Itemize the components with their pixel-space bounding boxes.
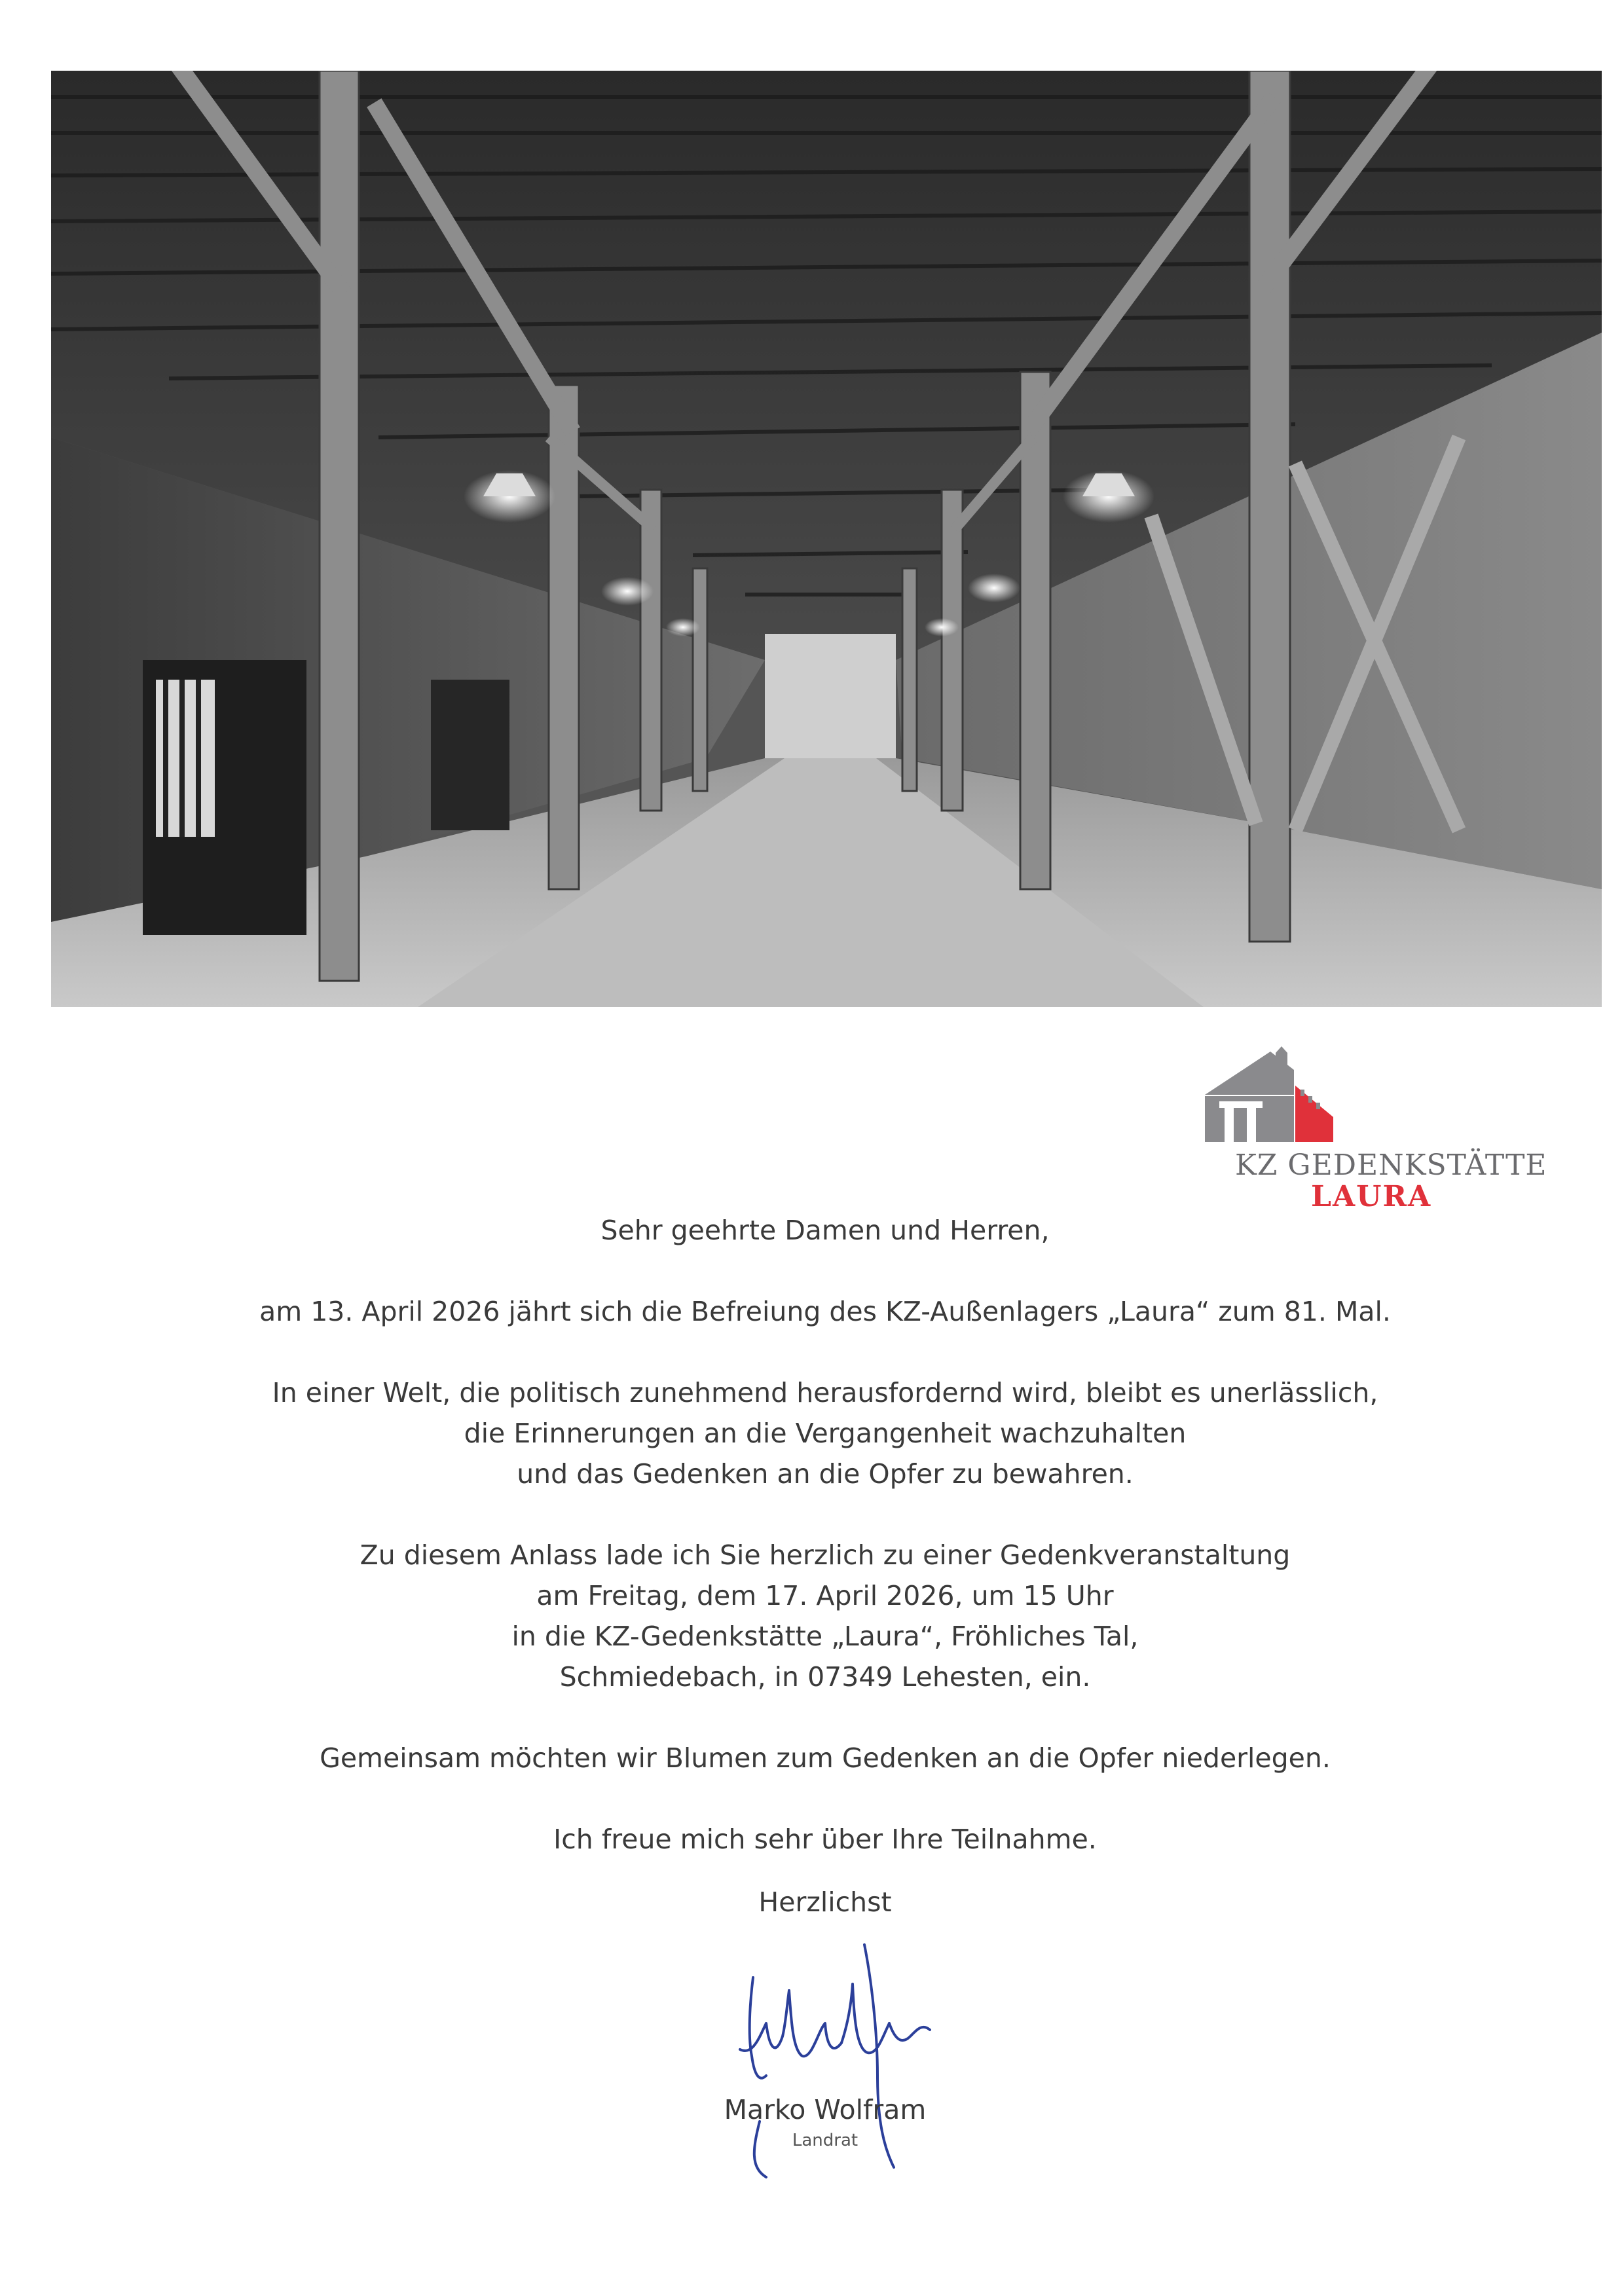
signer-name: Marko Wolfram: [724, 2094, 927, 2125]
logo-text-line1: KZ GEDENKSTÄTTE: [1235, 1148, 1547, 1182]
paragraph-line: Schmiedebach, in 07349 Lehesten, ein.: [559, 1661, 1091, 1693]
paragraph-line: in die KZ-Gedenkstätte „Laura“, Fröhliches Tal,: [511, 1621, 1139, 1652]
logo-text-line2: LAURA: [1311, 1180, 1432, 1213]
barracks-interior-photo: [51, 71, 1602, 1007]
letter-body: [131, 1210, 1519, 1922]
paragraph-line: In einer Welt, die politisch zunehmend herausfordernd wird, bleibt es unerlässlich,: [272, 1377, 1378, 1408]
paragraph-line: und das Gedenken an die Opfer zu bewahren.: [517, 1458, 1134, 1490]
paragraph-flowers: Gemeinsam möchten wir Blumen zum Gedenken an die Opfer niederlegen.: [320, 1742, 1331, 1774]
paragraph-remembrance: [131, 1372, 1519, 1494]
paragraph-line: Zu diesem Anlass lade ich Sie herzlich zu einer Gedenkveranstaltung: [360, 1539, 1291, 1571]
paragraph-invitation: [131, 1535, 1519, 1697]
closing: Herzlichst: [758, 1886, 892, 1918]
paragraph-thanks: Ich freue mich sehr über Ihre Teilnahme.: [553, 1824, 1097, 1855]
signer-title: Landrat: [792, 2131, 858, 2150]
header-photo: [51, 71, 1602, 1007]
paragraph-line: am Freitag, dem 17. April 2026, um 15 Uhr: [536, 1580, 1114, 1611]
memorial-logo: [1202, 1046, 1547, 1217]
paragraph-anniversary: am 13. April 2026 jährt sich die Befreiung des KZ-Außenlagers „Laura“ zum 81. Mal.: [259, 1296, 1391, 1327]
salutation: Sehr geehrte Damen und Herren,: [600, 1215, 1050, 1246]
paragraph-line: die Erinnerungen an die Vergangenheit wachzuhalten: [464, 1418, 1187, 1449]
memorial-building-logo-icon: [1202, 1046, 1346, 1151]
